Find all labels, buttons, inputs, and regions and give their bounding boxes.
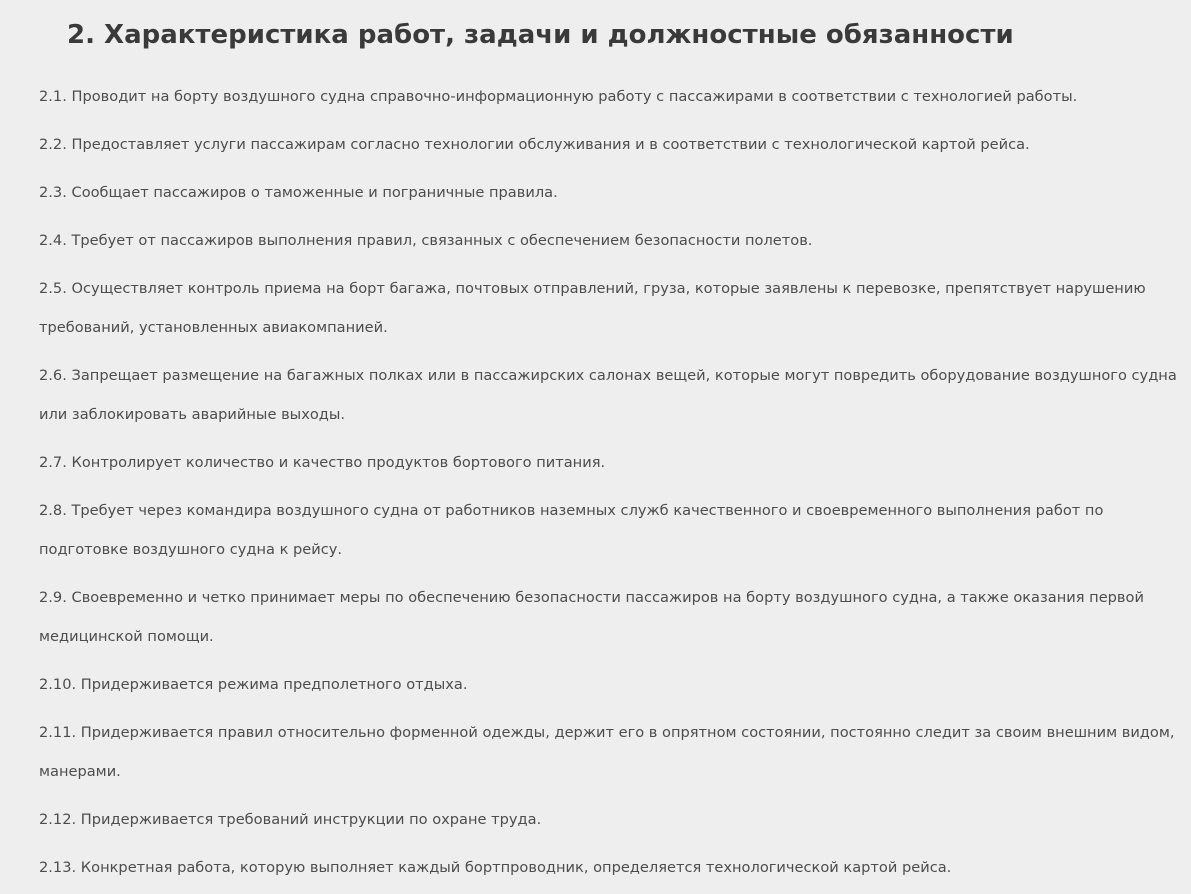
duty-item [39,491,1185,569]
duty-number: 2.3. [39,184,67,201]
duty-text: Сообщает пассажиров о таможенные и пограничные правила. [71,184,558,201]
duty-text: Предоставляет услуги пассажирам согласно технологии обслуживания и в соответствии с технологической картой рейса. [71,136,1030,153]
duty-text: Требует через командира воздушного судна от работников наземных служб качественного и своевременного выполнения работ по подготовке воздушного судна к рейсу. [39,502,1104,558]
duty-number: 2.6. [39,367,67,384]
duty-number: 2.10. [39,676,77,693]
duty-number: 2.12. [39,811,77,828]
duty-item [39,173,1185,212]
duty-text: Требует от пассажиров выполнения правил, связанных с обеспечением безопасности полетов. [71,232,813,249]
duty-text: Конкретная работа, которую выполняет каждый бортпроводник, определяется технологической картой рейса. [80,859,952,876]
duty-text: Придерживается требований инструкции по охране труда. [80,811,542,828]
duty-item [39,800,1185,839]
duty-text: Контролирует количество и качество продуктов бортового питания. [71,454,606,471]
duty-item [39,77,1185,116]
duty-number: 2.8. [39,502,67,519]
duty-number: 2.2. [39,136,67,153]
duty-item [39,578,1185,656]
duties-list [39,77,1185,887]
duty-text: Придерживается правил относительно форменной одежды, держит его в опрятном состоянии, постоянно следит за своим внешним видом, манерами. [39,724,1175,780]
duty-text: Запрещает размещение на багажных полках или в пассажирских салонах вещей, которые могут повредить оборудование воздушного судна или заблокировать аварийные выходы. [39,367,1177,423]
duty-number: 2.1. [39,88,67,105]
duty-text: Осуществляет контроль приема на борт багажа, почтовых отправлений, груза, которые заявлены к перевозке, препятствует нарушению требований, установленных авиакомпанией. [39,280,1146,336]
section-title: 2. Характеристика работ, задачи и должностные обязанности [67,20,1014,50]
duty-item [39,125,1185,164]
duty-text: Придерживается режима предполетного отдыха. [80,676,468,693]
duty-text: Проводит на борту воздушного судна справочно-информационную работу с пассажирами в соответствии с технологией работы. [71,88,1078,105]
duty-number: 2.4. [39,232,67,249]
duty-number: 2.7. [39,454,67,471]
duty-item [39,665,1185,704]
duty-item [39,848,1185,887]
duty-item [39,356,1185,434]
duty-item [39,269,1185,347]
duty-item [39,443,1185,482]
duty-text: Своевременно и четко принимает меры по обеспечению безопасности пассажиров на борту воздушного судна, а также оказания первой медицинской помощи. [39,589,1144,645]
duty-number: 2.9. [39,589,67,606]
duty-item [39,221,1185,260]
duty-number: 2.13. [39,859,77,876]
duty-item [39,713,1185,791]
duty-number: 2.11. [39,724,77,741]
duty-number: 2.5. [39,280,67,297]
